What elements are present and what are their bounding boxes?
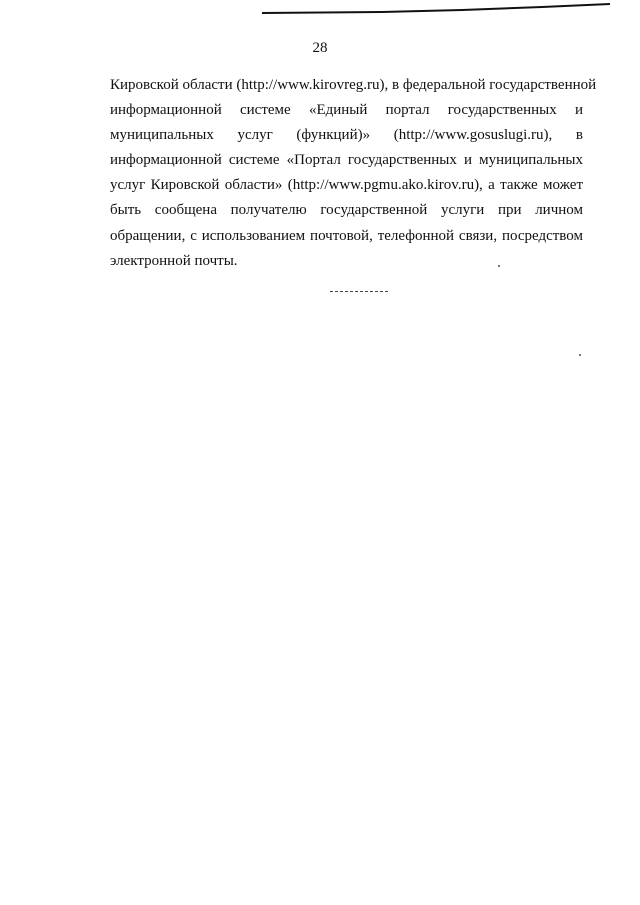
paragraph-line: обращении, с использованием почтовой, телефонной связи, посредством <box>110 227 583 244</box>
paragraph-line: информационной системе «Портал государственных и муниципальных <box>110 152 583 169</box>
paragraph-line: Кировской области (http://www.kirovreg.ru), в федеральной государственной <box>110 77 597 93</box>
paragraph-line: быть сообщена получателю государственной услуги при личном <box>110 202 583 219</box>
end-separator-line <box>330 291 388 292</box>
page-number: 28 <box>312 40 328 56</box>
paragraph-line: электронной почты. <box>110 252 238 269</box>
paragraph-line: информационной системе «Единый портал государственных и <box>110 102 583 119</box>
paragraph-line: муниципальных услуг (функций)» (http://www.gosuslugi.ru), в <box>110 127 583 144</box>
body-paragraph <box>110 73 597 274</box>
scan-speck <box>498 265 500 267</box>
scan-speck <box>579 354 581 356</box>
paragraph-line: услуг Кировской области» (http://www.pgmu.ako.kirov.ru), а также может <box>110 177 583 194</box>
scan-top-edge-line <box>262 2 610 14</box>
